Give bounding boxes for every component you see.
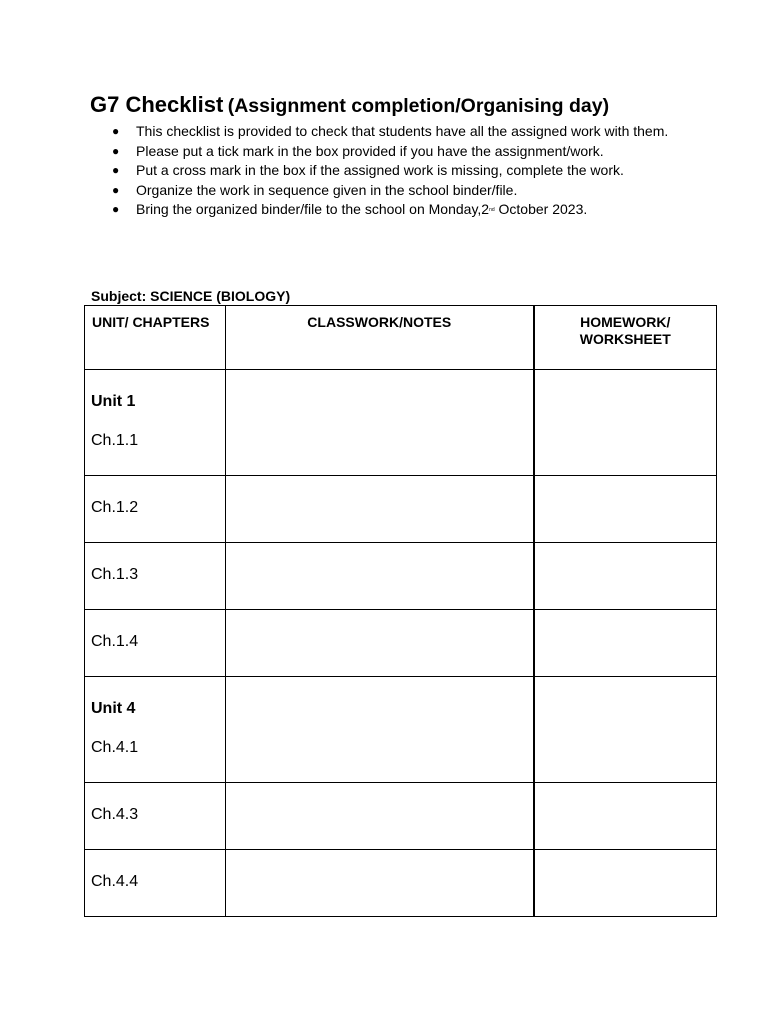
table-header-row — [85, 306, 717, 370]
header-homework-line2: WORKSHEET — [579, 331, 671, 347]
bullet-icon: ● — [112, 124, 120, 138]
date-ordinal-suffix: nd — [489, 207, 495, 213]
classwork-checkbox-cell[interactable] — [226, 543, 534, 610]
bullet-icon: ● — [112, 182, 120, 197]
table-row — [85, 850, 717, 917]
classwork-checkbox-cell[interactable] — [226, 370, 534, 476]
classwork-checkbox-cell[interactable] — [226, 476, 534, 543]
header-classwork-notes: CLASSWORK/NOTES — [226, 306, 534, 370]
homework-checkbox-cell[interactable] — [534, 677, 717, 783]
table-row — [85, 543, 717, 610]
unit-label: Unit 4 — [91, 700, 136, 717]
bullet-icon: ● — [112, 143, 120, 158]
instruction-item — [112, 201, 672, 218]
unit-chapter-cell — [85, 783, 226, 850]
chapter-label: Ch.1.2 — [91, 499, 139, 516]
instruction-text: Put a cross mark in the box if the assigned work is missing, complete the work. — [136, 162, 624, 178]
table-row — [85, 370, 717, 476]
header-homework-worksheet — [534, 306, 717, 370]
homework-checkbox-cell[interactable] — [534, 543, 717, 610]
unit-chapter-cell — [85, 370, 226, 476]
classwork-checkbox-cell[interactable] — [226, 677, 534, 783]
instruction-item — [112, 162, 672, 178]
homework-checkbox-cell[interactable] — [534, 783, 717, 850]
chapter-label: Ch.1.4 — [91, 633, 139, 650]
table-row — [85, 783, 717, 850]
instruction-text: Organize the work in sequence given in the school binder/file. — [136, 181, 518, 198]
instruction-item — [112, 123, 672, 139]
homework-checkbox-cell[interactable] — [534, 370, 717, 476]
title-subtitle: (Assignment completion/Organising day) — [227, 95, 610, 117]
instruction-text-before: Bring the organized binder/file to the school on Monday,2 — [136, 201, 490, 217]
page-title — [90, 94, 609, 117]
classwork-checkbox-cell[interactable] — [226, 850, 534, 917]
unit-chapter-cell — [85, 850, 226, 917]
chapter-label: Ch.4.3 — [91, 806, 139, 823]
checklist-table — [84, 305, 717, 917]
header-unit-chapters: UNIT/ CHAPTERS — [85, 306, 226, 370]
classwork-checkbox-cell[interactable] — [226, 610, 534, 677]
chapter-label: Ch.4.4 — [91, 873, 139, 890]
table-row — [85, 677, 717, 783]
classwork-checkbox-cell[interactable] — [226, 783, 534, 850]
instruction-text: Please put a tick mark in the box provided if you have the assignment/work. — [136, 142, 604, 159]
table-row — [85, 476, 717, 543]
homework-checkbox-cell[interactable] — [534, 850, 717, 917]
chapter-label: Ch.1.1 — [91, 432, 139, 449]
unit-chapter-cell — [85, 543, 226, 610]
homework-checkbox-cell[interactable] — [534, 476, 717, 543]
unit-chapter-cell — [85, 610, 226, 677]
unit-chapter-cell — [85, 677, 226, 783]
homework-checkbox-cell[interactable] — [534, 610, 717, 677]
bullet-icon: ● — [112, 202, 120, 216]
instructions-list — [112, 123, 672, 222]
instruction-text: This checklist is provided to check that students have all the assigned work with them. — [136, 123, 669, 139]
instruction-item — [112, 143, 672, 159]
bullet-icon: ● — [112, 163, 120, 177]
chapter-label: Ch.4.1 — [91, 739, 139, 756]
header-homework-line1: HOMEWORK/ — [580, 314, 671, 330]
instruction-text — [136, 201, 587, 217]
instruction-item — [112, 182, 672, 198]
unit-chapter-cell — [85, 476, 226, 543]
instruction-text-after: October 2023. — [494, 201, 588, 217]
table-row — [85, 610, 717, 677]
unit-label: Unit 1 — [91, 393, 136, 410]
subject-label: Subject: SCIENCE (BIOLOGY) — [91, 288, 291, 304]
title-main: G7 Checklist — [90, 92, 224, 117]
chapter-label: Ch.1.3 — [91, 566, 139, 583]
